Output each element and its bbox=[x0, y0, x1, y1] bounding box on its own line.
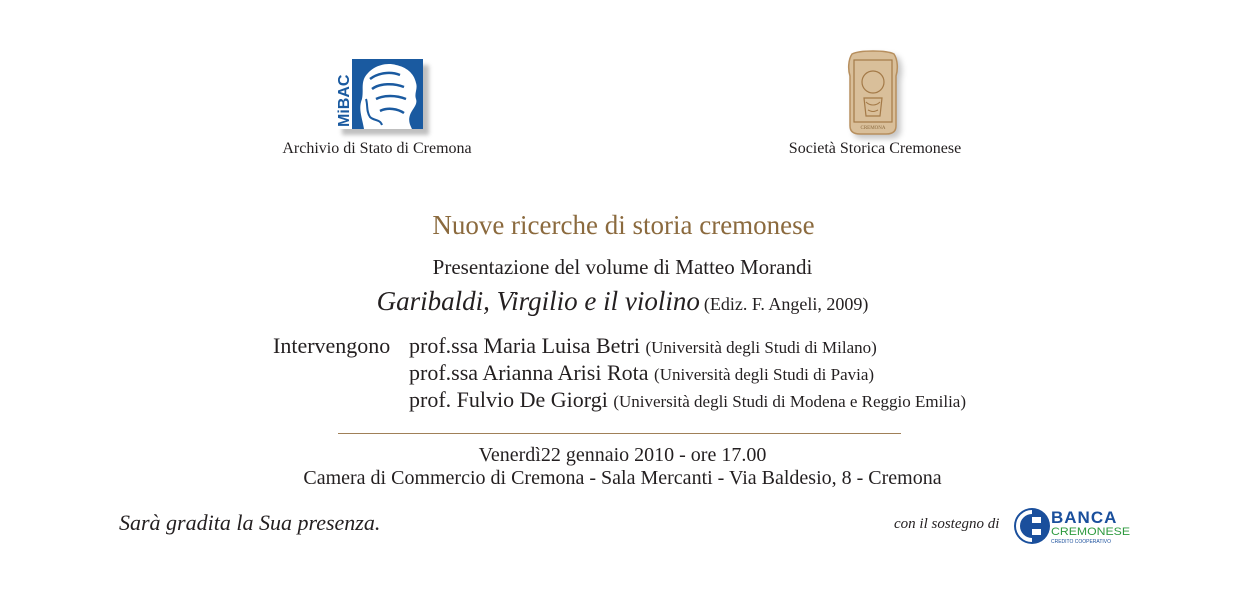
speaker-name: prof.ssa Maria Luisa Betri bbox=[409, 333, 640, 358]
speaker-affiliation: (Università degli Studi di Milano) bbox=[645, 338, 877, 357]
speaker-item bbox=[409, 333, 877, 359]
svg-text:CREMONA: CREMONA bbox=[860, 126, 886, 131]
event-subtitle: Presentazione del volume di Matteo Morandi bbox=[432, 255, 813, 279]
event-title: Nuove ricerche di storia cremonese bbox=[432, 210, 815, 240]
svg-text:CREMONESE: CREMONESE bbox=[1051, 526, 1130, 538]
banca-cremonese-logo bbox=[1010, 503, 1136, 549]
svg-text:CREDITO COOPERATIVO: CREDITO COOPERATIVO bbox=[1051, 539, 1112, 545]
book-title: Garibaldi, Virgilio e il violino bbox=[376, 286, 700, 316]
societa-label: Società Storica Cremonese bbox=[788, 140, 962, 157]
svg-text:MiBAC: MiBAC bbox=[336, 74, 353, 127]
event-venue: Camera di Commercio di Cremona - Sala Mercanti - Via Baldesio, 8 - Cremona bbox=[303, 467, 942, 489]
archivio-label: Archivio di Stato di Cremona bbox=[282, 140, 472, 157]
book-edition: (Ediz. F. Angeli, 2009) bbox=[703, 294, 869, 314]
speakers-label: Intervengono bbox=[273, 333, 391, 358]
societa-seal-logo bbox=[846, 50, 900, 136]
speaker-item bbox=[409, 387, 966, 413]
mibac-logo bbox=[336, 59, 423, 129]
sponsor-label: con il sostegno di bbox=[894, 516, 1000, 532]
svg-text:BANCA: BANCA bbox=[1051, 508, 1118, 527]
speaker-affiliation: (Università degli Studi di Modena e Reggio Emilia) bbox=[613, 392, 966, 411]
event-date: Venerdì22 gennaio 2010 - ore 17.00 bbox=[478, 444, 767, 466]
book-line bbox=[0, 286, 1241, 317]
rsvp-text: Sarà gradita la Sua presenza. bbox=[119, 510, 381, 535]
speaker-affiliation: (Università degli Studi di Pavia) bbox=[654, 365, 875, 384]
speaker-name: prof. Fulvio De Giorgi bbox=[409, 387, 608, 412]
speaker-item bbox=[409, 360, 874, 386]
divider bbox=[338, 433, 901, 434]
speaker-name: prof.ssa Arianna Arisi Rota bbox=[409, 360, 649, 385]
